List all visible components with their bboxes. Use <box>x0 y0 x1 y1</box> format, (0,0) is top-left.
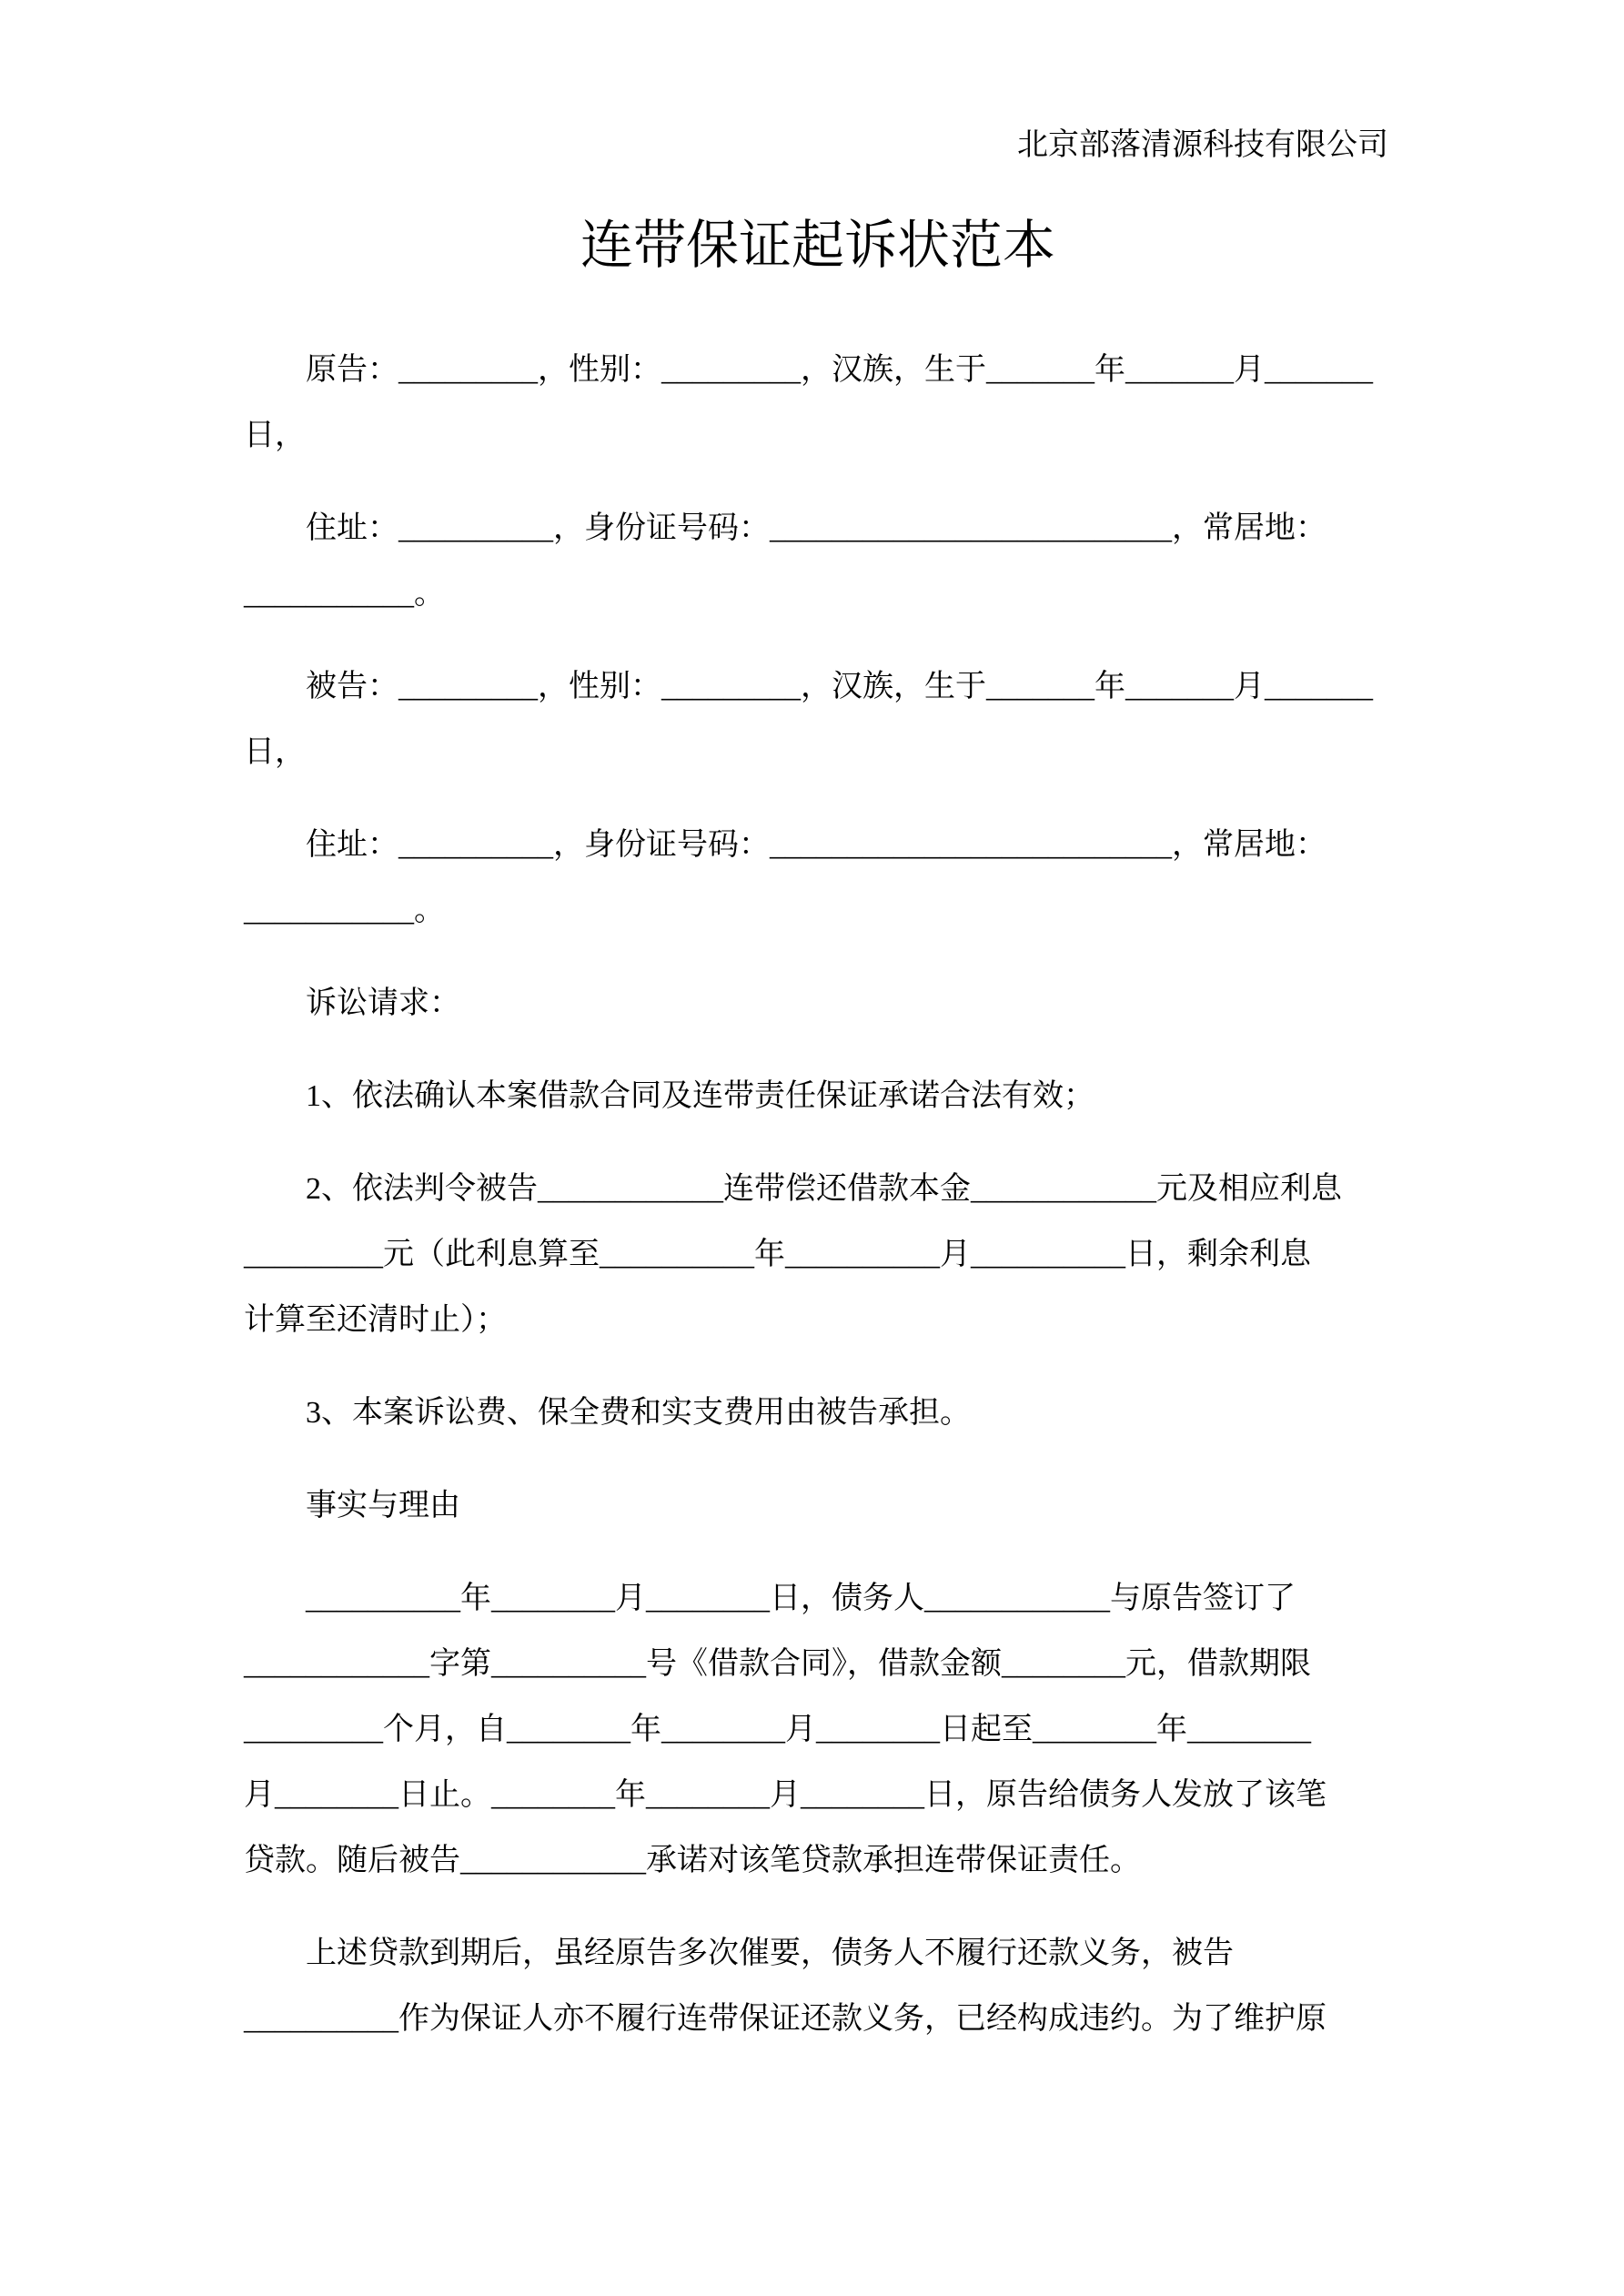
paragraph <box>244 1473 1392 1539</box>
document-line: 2、依法判令被告____________连带偿还借款本金____________元及相应利息 <box>306 1172 1342 1206</box>
document-line: 1、依法确认本案借款合同及连带责任保证承诺合法有效； <box>306 1079 1094 1113</box>
document-line: ____________字第__________号《借款合同》，借款金额________元，借款期限 <box>244 1647 1311 1681</box>
document-line: 住址：__________，身份证号码：__________________________，常居地： <box>306 511 1326 545</box>
document-line: 贷款。随后被告____________承诺对该笔贷款承担连带保证责任。 <box>244 1844 1141 1877</box>
document-line: 上述贷款到期后，虽经原告多次催要，债务人不履行还款义务，被告 <box>306 1937 1234 1970</box>
paragraph <box>244 971 1392 1037</box>
document-line: 诉讼请求： <box>306 986 460 1020</box>
document-line: _________个月，自________年________月________日起至________年________ <box>244 1713 1311 1746</box>
document-line: ___________。 <box>244 577 445 611</box>
paragraph <box>244 1566 1392 1894</box>
document-line: 事实与理由 <box>306 1489 460 1522</box>
document-line: __________年________月________日，债务人____________与原告签订了 <box>306 1582 1296 1615</box>
document-line: 计算至还清时止）； <box>244 1303 507 1337</box>
document-line: 原告：_________，性别：_________，汉族，生于_______年_______月_______ <box>306 353 1373 387</box>
document-line: ___________。 <box>244 894 445 927</box>
paragraph <box>244 496 1392 627</box>
document-line: 3、本案诉讼费、保全费和实支费用由被告承担。 <box>306 1396 971 1430</box>
paragraph <box>244 654 1392 785</box>
paragraph <box>244 1157 1392 1353</box>
document-line: 日， <box>244 735 306 769</box>
company-header: 北京部落清源科技有限公司 <box>1017 128 1388 162</box>
document-line: 月________日止。________年________月________日，原告给债务人发放了该笔 <box>244 1778 1326 1812</box>
paragraph <box>244 338 1392 469</box>
document-line: _________元（此利息算至__________年__________月__________日，剩余利息 <box>244 1238 1311 1271</box>
document-line: 被告：_________，性别：_________，汉族，生于_______年_______月_______ <box>306 670 1373 703</box>
document-line: 住址：__________，身份证号码：__________________________，常居地： <box>306 828 1326 862</box>
document-line: __________作为保证人亦不履行连带保证还款义务，已经构成违约。为了维护原 <box>244 2002 1326 2036</box>
paragraph <box>244 1921 1392 2052</box>
document-body <box>244 338 1392 2052</box>
paragraph <box>244 1064 1392 1129</box>
document-title: 连带保证起诉状范本 <box>580 216 1055 275</box>
paragraph <box>244 1381 1392 1446</box>
paragraph <box>244 813 1392 944</box>
document-line: 日， <box>244 419 306 452</box>
